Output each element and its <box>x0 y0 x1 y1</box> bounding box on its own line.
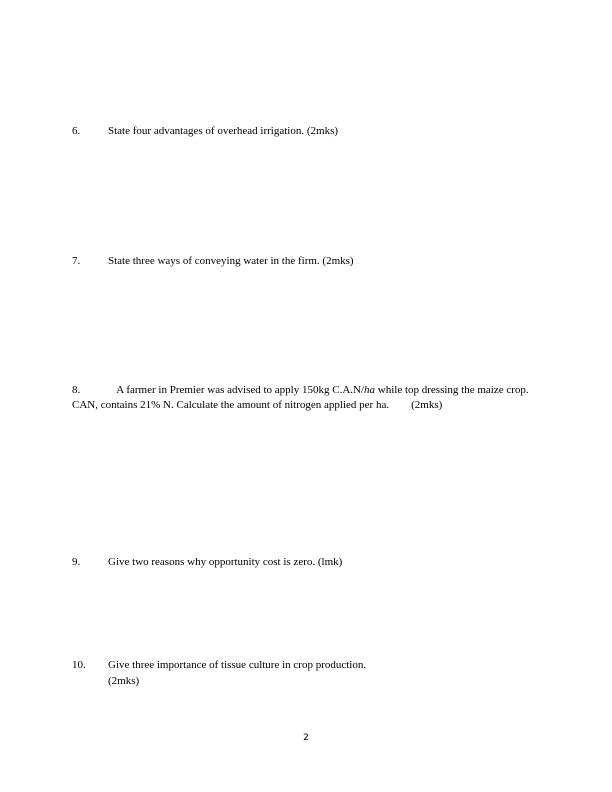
question-text-part2: while top dressing the maize crop. CAN, contains 21% N. Calculate the amount of nitrogen applied per ha. <box>72 384 529 411</box>
question-number: 6. <box>72 125 81 137</box>
question-text: State three ways of conveying water in the firm. (2mks) <box>108 255 354 267</box>
question-marks: (2mks) <box>108 675 140 687</box>
question-text: Give three importance of tissue culture in crop production. <box>108 659 367 671</box>
question-text-part1: A farmer in Premier was advised to apply 150kg C.A.N/ <box>116 384 365 396</box>
page-number: 2 <box>303 733 309 743</box>
question-text: Give two reasons why opportunity cost is zero. (lmk) <box>108 556 343 568</box>
question-number: 9. <box>72 556 81 568</box>
question-number: 8. <box>72 384 81 396</box>
question-number: 10. <box>72 659 86 671</box>
question-marks: (2mks) <box>411 399 443 411</box>
question-text: State four advantages of overhead irrigation. (2mks) <box>108 125 339 137</box>
question-text-italic: ha <box>364 384 376 396</box>
question-number: 7. <box>72 255 81 267</box>
question-paragraph <box>72 383 542 413</box>
